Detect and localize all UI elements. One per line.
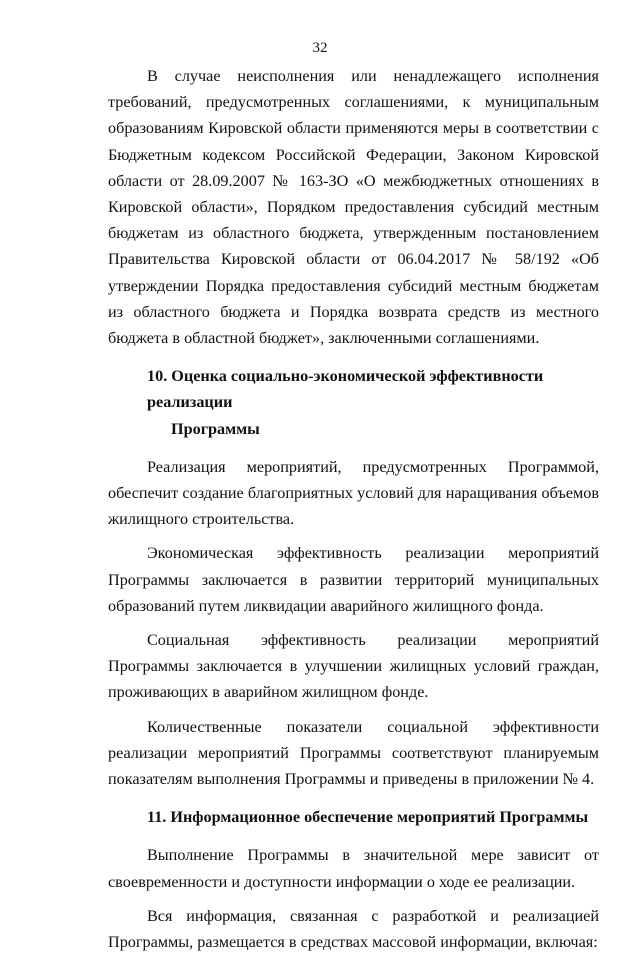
section-11-heading: 11. Информационное обеспечение мероприятий Программы (147, 808, 589, 827)
page-number: 32 (312, 40, 328, 56)
section-10-paragraph: Реализация мероприятий, предусмотренных Программой, обеспечит создание благоприятных условий для наращивания объемов жилищного строительства. (108, 457, 599, 529)
intro-paragraph: В случае неисполнения или ненадлежащего исполнения требований, предусмотренных соглашениями, к муниципальным образованиям Кировской области применяются меры в соответствии с Бюджетным кодексом Российской Федерации, Законом Кировской области от 28.09.2007 № 163-ЗО «О межбюджетных отношениях в Кировской области», Порядком предоставления субсидий местным бюджетам из областного бюджета, утвержденным постановлением Правительства Кировской области от 06.04.2017 № 58/192 «Об утверждении Порядка предоставления субсидий местным бюджетам из областного бюджета и Порядка возврата средств из местного бюджета в областной бюджет», заключенными соглашениями. (108, 67, 599, 348)
section-10-heading-line2: Программы (171, 419, 260, 438)
section-11-paragraph: Вся информация, связанная с разработкой и реализацией Программы, размещается в средствах массовой информации, включая: (108, 906, 599, 952)
section-10-paragraph: Количественные показатели социальной эффективности реализации мероприятий Программы соответствуют планируемым показателям выполнения Программы и приведены в приложении № 4. (108, 717, 599, 789)
section-10-paragraph: Экономическая эффективность реализации мероприятий Программы заключается в развитии территорий муниципальных образований путем ликвидации аварийного жилищного фонда. (108, 544, 599, 615)
section-10-heading (108, 363, 599, 442)
section-10-heading-line1: 10. Оценка социально-экономической эффективности реализации (147, 367, 544, 412)
section-10-paragraph: Социальная эффективность реализации мероприятий Программы заключается в улучшении жилищных условий граждан, проживающих в аварийном жилищном фонде. (108, 631, 599, 702)
document-body (108, 63, 599, 955)
section-11-paragraph: Выполнение Программы в значительной мере зависит от своевременности и доступности информации о ходе ее реализации. (108, 846, 599, 891)
